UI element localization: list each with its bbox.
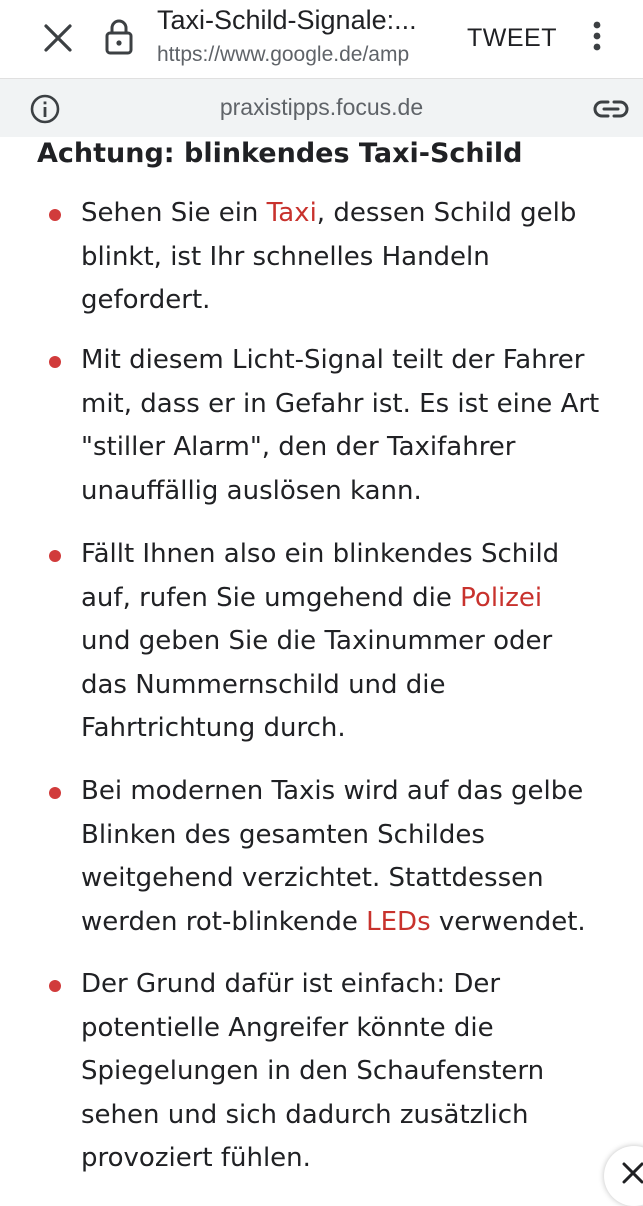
domain-bar [0, 79, 643, 137]
text-line: Fahrtrichtung durch. [81, 713, 346, 744]
page-url: https://www.google.de/amp [157, 43, 410, 66]
copy-link-button[interactable] [592, 95, 630, 123]
text-line: weitgehend verzichtet. Stattdessen [81, 863, 544, 894]
bullet-dot [49, 356, 61, 368]
text-line: Bei modernen Taxis wird auf das gelbe [81, 776, 584, 806]
text-line: verwendet. [430, 906, 586, 937]
list-item-text [81, 192, 626, 323]
text-line: unauffällig auslösen kann. [81, 475, 422, 506]
leds-link[interactable]: LEDs [366, 906, 431, 937]
text-line: auf, rufen Sie umgehend die [81, 582, 461, 613]
text-line: Mit diesem Licht-Signal teilt der Fahrer [81, 345, 585, 375]
list-item-text [81, 963, 626, 1181]
text-line: potentielle Angreifer könnte die [81, 1012, 494, 1043]
list-item-text [81, 339, 626, 513]
bullet-dot [49, 209, 61, 221]
text-line: mit, dass er in Gefahr ist. Es ist eine Art [81, 388, 600, 419]
page-title: Taxi-Schild-Signale:... [157, 5, 417, 35]
more-vert-icon [584, 18, 610, 54]
close-icon [620, 1160, 643, 1186]
text-line: blinkt, ist Ihr schnelles Handeln [81, 241, 490, 272]
polizei-link[interactable]: Polizei [460, 582, 543, 613]
security-lock-button[interactable] [102, 18, 136, 56]
tweet-button[interactable]: TWEET [467, 24, 557, 52]
text-line: Sehen Sie ein [81, 198, 267, 228]
text-line: provoziert fühlen. [81, 1143, 311, 1174]
link-icon [592, 95, 630, 123]
close-tab-button[interactable] [40, 20, 76, 56]
close-icon [40, 20, 76, 56]
text-line: Der Grund dafür ist einfach: Der [81, 969, 501, 999]
browser-top-bar [0, 0, 643, 79]
text-line: und geben Sie die Taxinummer oder [81, 626, 553, 657]
text-line: "stiller Alarm", den der Taxifahrer [81, 432, 516, 463]
domain-label: praxistipps.focus.de [219, 94, 424, 120]
list-item-text [81, 770, 626, 944]
text-line: gefordert. [81, 285, 211, 316]
text-line: Fällt Ihnen also ein blinkendes Schild [81, 539, 560, 569]
bullet-dot [49, 550, 61, 562]
text-line: , dessen Schild gelb [316, 198, 577, 228]
text-line: sehen und sich dadurch zusätzlich [81, 1099, 529, 1130]
text-line: das Nummernschild und die [81, 669, 446, 700]
bullet-dot [49, 787, 61, 799]
text-line: werden rot-blinkende [81, 906, 367, 937]
page-title-block[interactable] [157, 2, 447, 70]
section-heading: Achtung: blinkendes Taxi-Schild [37, 138, 523, 169]
list-item-text [81, 533, 626, 751]
text-line: Blinken des gesamten Schildes [81, 819, 485, 850]
text-line: Spiegelungen in den Schaufenstern [81, 1056, 545, 1087]
lock-icon [102, 18, 136, 56]
bullet-dot [49, 980, 61, 992]
taxi-link[interactable]: Taxi [266, 198, 317, 228]
more-menu-button[interactable] [584, 18, 610, 54]
